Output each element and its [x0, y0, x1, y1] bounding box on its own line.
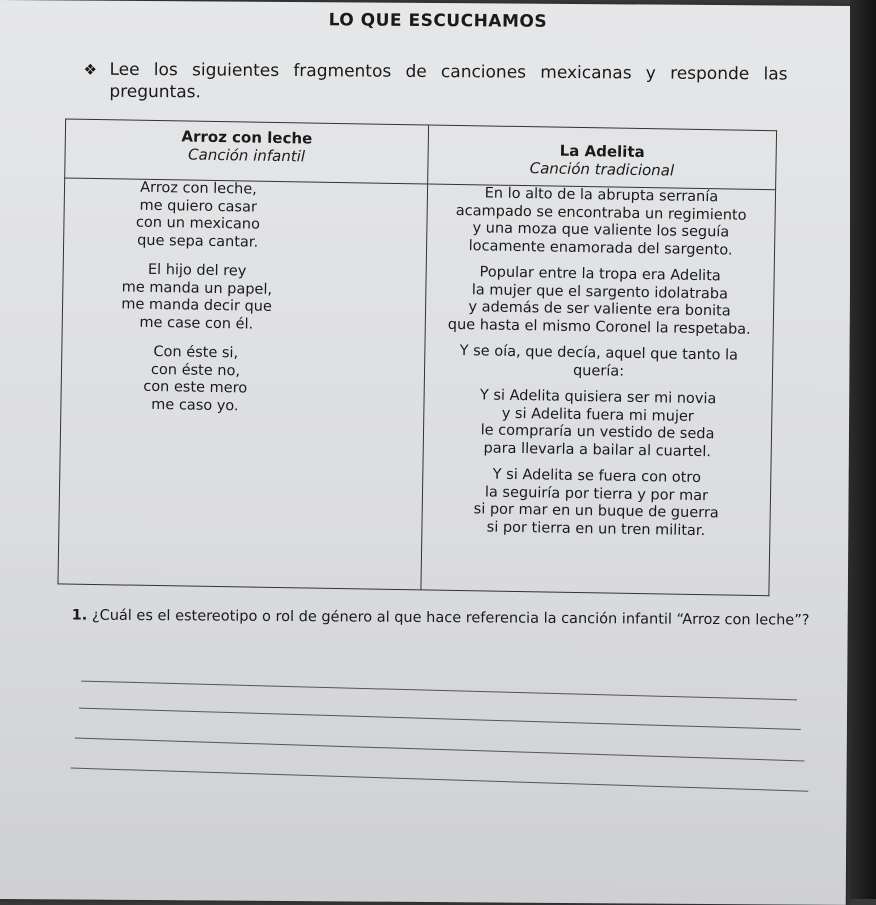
lyric-line: acampado se encontraba un regimiento [455, 202, 747, 224]
lyric-line: que hasta el mismo Coronel la respetaba. [447, 316, 751, 338]
instruction-text: Lee los siguientes fragmentos de canciones mexicanas y responde las preguntas. [109, 59, 788, 103]
lyric-line: y además de ser valiente era bonita [468, 299, 731, 320]
lyric-line: si por mar en un buque de guerra [473, 501, 719, 522]
lyric-line: que sepa cantar. [137, 232, 259, 251]
header-la-adelita [428, 125, 777, 190]
lyric-line: la mujer que el sargento idolatraba [471, 281, 729, 302]
lyric-line: Y si Adelita se fuera con otro [492, 466, 702, 487]
songs-table [57, 118, 777, 596]
answer-line-4[interactable] [71, 768, 809, 792]
lyric-line: me caso yo. [151, 396, 239, 414]
lyric-line: si por tierra en un tren militar. [486, 519, 706, 539]
lyric-line: Y si Adelita quisiera ser mi novia [479, 387, 717, 408]
stanza [422, 465, 770, 541]
header-arroz-con-leche [65, 119, 429, 184]
stanza [426, 263, 774, 339]
answer-line-3[interactable] [75, 738, 805, 762]
lyric-line: con un mexicano [135, 214, 261, 233]
lyric-line: me case con él. [139, 314, 254, 333]
lyric-line: Arroz con leche, [140, 179, 257, 198]
stanza [64, 178, 332, 252]
lyric-line: con éste no, [150, 361, 241, 379]
lyric-line: El hijo del rey [147, 261, 247, 280]
diamond-bullet-icon: ❖ [83, 60, 98, 79]
lyric-line: y si Adelita fuera mi mujer [501, 405, 694, 425]
lyric-line: locamente enamorada del sargento. [468, 237, 733, 259]
lyric-line: me manda decir que [121, 296, 272, 315]
stanza [425, 342, 773, 383]
songs-table-body [58, 178, 776, 596]
lyric-line: la seguiría por tierra y por mar [484, 483, 709, 504]
answer-line-2[interactable] [79, 708, 801, 730]
lyric-line: Y se oía, que decía, aquel que tanto la [459, 343, 739, 364]
lyric-line: Con éste si, [153, 343, 239, 362]
stanza [63, 260, 331, 334]
lyric-line: me quiero casar [139, 197, 258, 216]
lyric-line: En lo alto de la abrupta serranía [484, 185, 719, 206]
lyric-line: quería: [572, 362, 625, 380]
song-subtitle-right: Canción tradicional [529, 159, 675, 180]
question-text: ¿Cuál es el estereotipo o rol de género al que hace referencia la canción infantil “Arroz con leche”? [91, 607, 810, 629]
song-subtitle-left: Canción infantil [187, 145, 306, 166]
lyric-line: le compraría un vestido de seda [480, 422, 715, 443]
lyric-line: Popular entre la tropa era Adelita [479, 264, 721, 285]
lyric-line: con este mero [143, 378, 248, 397]
lyric-line: para llevarla a bailar al cuartel. [483, 439, 712, 460]
song-title-right: La Adelita [559, 141, 645, 162]
page-shadow-edge [850, 0, 876, 899]
lyrics-la-adelita [421, 184, 776, 596]
lyric-line: me manda un papel, [121, 278, 273, 298]
stanza [61, 342, 329, 416]
question-1 [72, 603, 812, 634]
page-title: LO QUE ESCUCHAMOS [328, 10, 548, 32]
song-title-left: Arroz con leche [181, 127, 313, 148]
stanza [424, 386, 772, 462]
lyric-line: y una moza que valiente los seguía [472, 220, 730, 241]
question-number: 1. [71, 607, 88, 624]
answer-line-1[interactable] [81, 681, 797, 701]
stanza [427, 184, 775, 260]
lyrics-arroz-con-leche [58, 178, 428, 590]
instruction [83, 59, 788, 108]
